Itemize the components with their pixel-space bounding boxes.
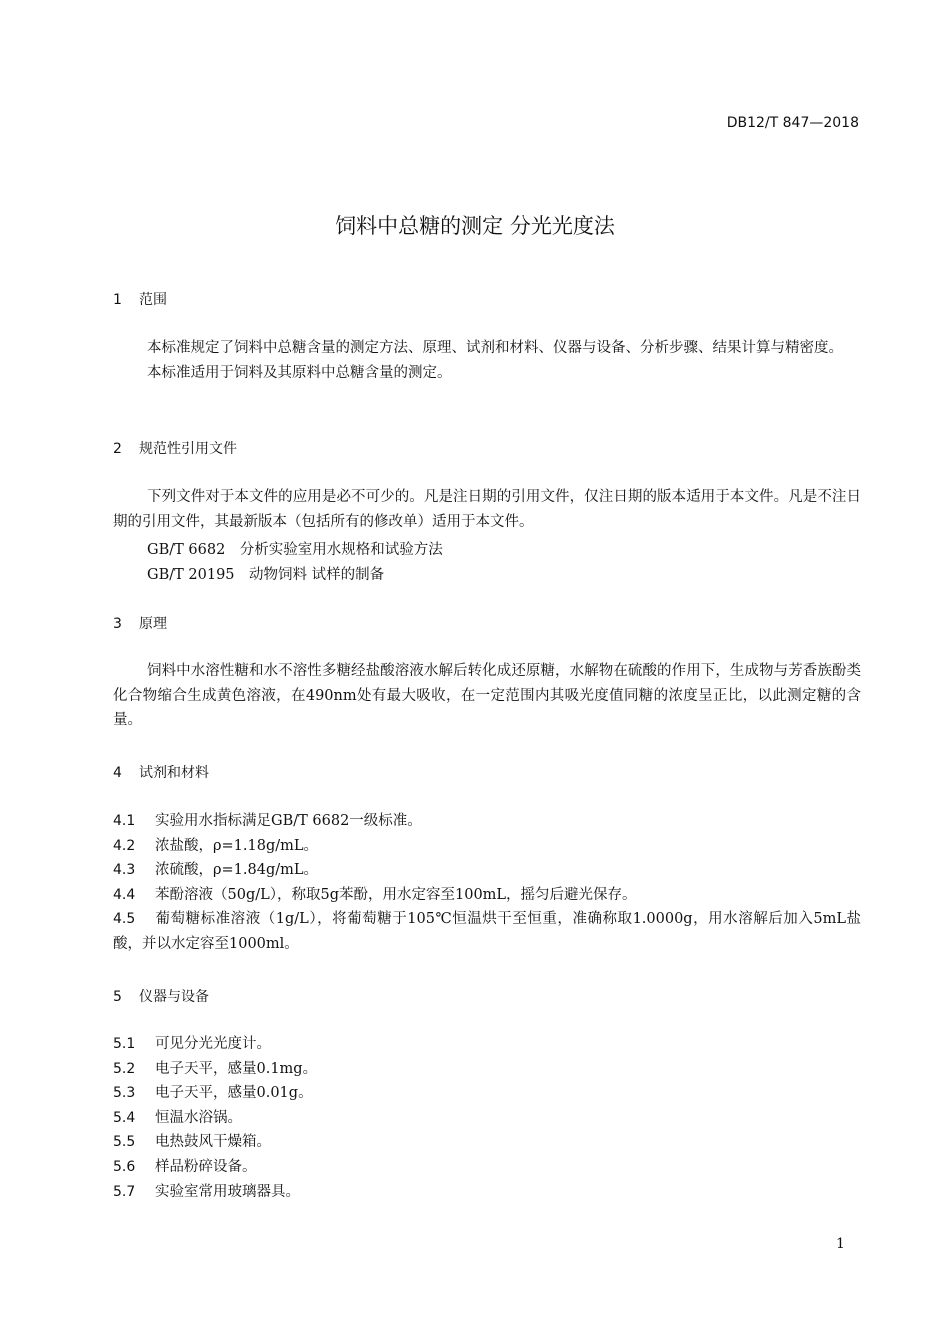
paragraph: 饲料中水溶性糖和水不溶性多糖经盐酸溶液水解后转化成还原糖，水解物在硫酸的作用下，生成物与芳香族酚类化合物缩合生成黄色溶液，在490nm处有最大吸收，在一定范围内其吸光度值同糖的浓度呈正比，以此测定糖的含量。 [113, 663, 861, 728]
document-title: 饲料中总糖的测定 分光光度法 [335, 214, 615, 238]
section-title: 规范性引用文件 [139, 441, 237, 457]
section-2-body [113, 485, 861, 534]
section-number: 2 [113, 441, 122, 457]
section-1-heading [113, 289, 167, 309]
list-item [113, 883, 861, 908]
section-2-heading [113, 438, 237, 458]
list-item [113, 1081, 861, 1106]
section-number: 4 [113, 765, 122, 781]
item-text: 浓硫酸，ρ=1.84g/mL。 [155, 862, 319, 878]
paragraph: 本标准适用于饲料及其原料中总糖含量的测定。 [147, 364, 452, 381]
item-text: 恒温水浴锅。 [155, 1110, 242, 1126]
item-text: 葡萄糖标准溶液（1g/L），将葡萄糖于105℃恒温烘干至恒重，准确称取1.0000g，用水溶解后加入5mL盐酸，并以水定容至1000ml。 [113, 911, 861, 952]
item-number: 4.1 [113, 813, 136, 829]
section-number: 3 [113, 616, 122, 632]
item-text: 样品粉碎设备。 [155, 1159, 257, 1175]
section-number: 1 [113, 292, 122, 308]
list-item [113, 1032, 861, 1057]
item-text: 实验室常用玻璃器具。 [155, 1184, 300, 1200]
item-number: 4.3 [113, 862, 136, 878]
section-5-heading [113, 986, 209, 1006]
reference-item: GB/T 20195 动物饲料 试样的制备 [147, 567, 385, 583]
list-item [113, 809, 861, 834]
list-item [113, 1180, 861, 1205]
list-item [113, 1106, 861, 1131]
section-3-body [113, 659, 861, 733]
list-item [113, 834, 861, 859]
list-item [113, 1057, 861, 1082]
item-text: 实验用水指标满足GB/T 6682一级标准。 [155, 813, 422, 829]
item-number: 4.5 [113, 911, 136, 927]
list-item [113, 1130, 861, 1155]
item-text: 电子天平，感量0.01g。 [155, 1085, 313, 1101]
item-text: 苯酚溶液（50g/L），称取5g苯酚，用水定容至100mL，摇匀后避光保存。 [155, 887, 637, 903]
section-title: 仪器与设备 [139, 989, 209, 1005]
page-number: 1 [836, 1236, 845, 1252]
item-number: 5.5 [113, 1134, 136, 1150]
item-text: 可见分光光度计。 [155, 1036, 271, 1052]
section-title: 原理 [139, 616, 167, 632]
item-text: 电子天平，感量0.1mg。 [155, 1061, 318, 1077]
section-3-heading [113, 613, 167, 633]
item-text: 电热鼓风干燥箱。 [155, 1134, 271, 1150]
item-number: 4.2 [113, 838, 136, 854]
reference-item: GB/T 6682 分析实验室用水规格和试验方法 [147, 542, 443, 558]
item-number: 4.4 [113, 887, 136, 903]
item-number: 5.1 [113, 1036, 136, 1052]
section-number: 5 [113, 989, 122, 1005]
item-text: 浓盐酸，ρ=1.18g/mL。 [155, 838, 319, 854]
section-title: 范围 [139, 292, 167, 308]
item-number: 5.6 [113, 1159, 136, 1175]
item-number: 5.7 [113, 1184, 136, 1200]
item-number: 5.2 [113, 1061, 136, 1077]
item-number: 5.4 [113, 1110, 136, 1126]
section-4-heading [113, 762, 209, 782]
paragraph: 下列文件对于本文件的应用是必不可少的。凡是注日期的引用文件，仅注日期的版本适用于本文件。凡是不注日期的引用文件，其最新版本（包括所有的修改单）适用于本文件。 [113, 489, 861, 530]
section-title: 试剂和材料 [139, 765, 209, 781]
list-item [113, 858, 861, 883]
list-item [113, 1155, 861, 1180]
paragraph: 本标准规定了饲料中总糖含量的测定方法、原理、试剂和材料、仪器与设备、分析步骤、结果计算与精密度。 [147, 340, 843, 356]
standard-code: DB12/T 847—2018 [726, 115, 859, 131]
list-item [113, 907, 861, 956]
section-1-body [113, 336, 861, 385]
item-number: 5.3 [113, 1085, 136, 1101]
